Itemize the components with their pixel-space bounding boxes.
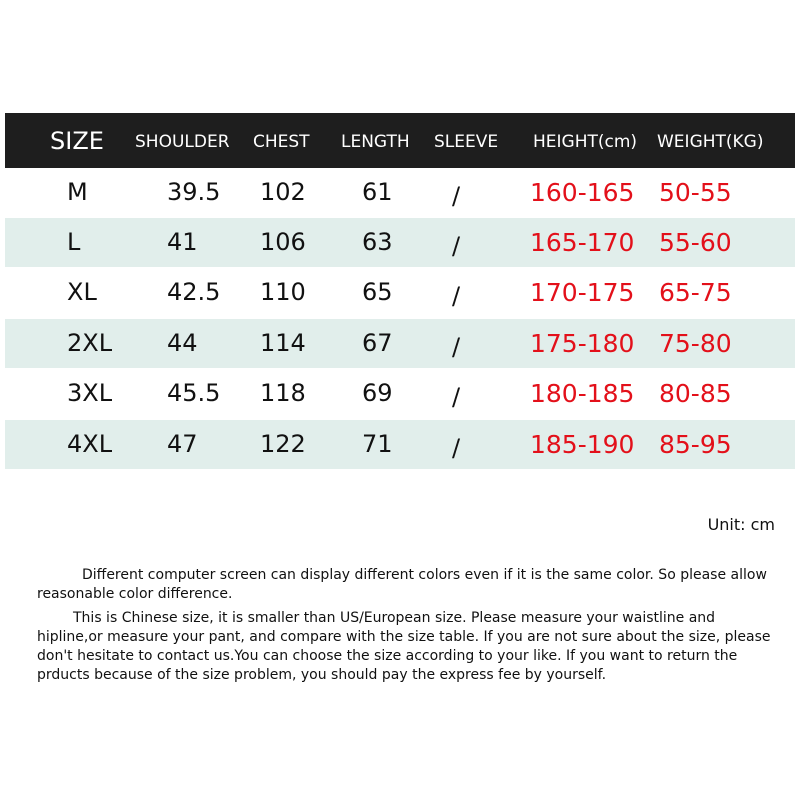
cell-weight: 75-80 bbox=[659, 329, 732, 358]
cell-sleeve: / bbox=[452, 282, 461, 310]
cell-sleeve: / bbox=[452, 383, 461, 411]
cell-size: XL bbox=[67, 278, 97, 306]
cell-length: 71 bbox=[362, 430, 393, 458]
cell-shoulder: 42.5 bbox=[167, 278, 221, 306]
cell-chest: 114 bbox=[260, 329, 306, 357]
cell-shoulder: 44 bbox=[167, 329, 198, 357]
cell-weight: 50-55 bbox=[659, 178, 732, 207]
cell-height: 175-180 bbox=[530, 329, 635, 358]
cell-weight: 55-60 bbox=[659, 228, 732, 257]
cell-weight: 65-75 bbox=[659, 278, 732, 307]
table-row bbox=[5, 168, 795, 217]
cell-chest: 102 bbox=[260, 178, 306, 206]
table-row bbox=[5, 420, 795, 469]
cell-sleeve: / bbox=[452, 333, 461, 361]
table-row bbox=[5, 268, 795, 317]
header-shoulder: SHOULDER bbox=[135, 132, 230, 152]
cell-size: L bbox=[67, 228, 81, 256]
color-disclaimer: Different computer screen can display different colors even if it is the same color. So please allow reasonable color difference. bbox=[37, 567, 767, 602]
header-weight: WEIGHT(KG) bbox=[657, 132, 764, 152]
cell-height: 170-175 bbox=[530, 278, 635, 307]
cell-length: 61 bbox=[362, 178, 393, 206]
unit-note: Unit: cm bbox=[707, 515, 775, 534]
cell-length: 65 bbox=[362, 278, 393, 306]
cell-chest: 106 bbox=[260, 228, 306, 256]
cell-shoulder: 41 bbox=[167, 228, 198, 256]
size-disclaimer: This is Chinese size, it is smaller than US/European size. Please measure your waistline and hipline,or measure your pant, and compare with the size table. If you are not sure about the size, please don't hesitate to contact us.You can choose the size according to your like. If you want to return the prducts because of the size problem, you should pay the express fee by yourself. bbox=[37, 610, 771, 683]
header-chest: CHEST bbox=[253, 132, 310, 152]
cell-chest: 122 bbox=[260, 430, 306, 458]
cell-sleeve: / bbox=[452, 182, 461, 210]
header-length: LENGTH bbox=[341, 132, 410, 152]
cell-height: 185-190 bbox=[530, 430, 635, 459]
cell-weight: 85-95 bbox=[659, 430, 732, 459]
table-row bbox=[5, 218, 795, 267]
table-row bbox=[5, 369, 795, 418]
table-row bbox=[5, 319, 795, 368]
cell-length: 69 bbox=[362, 379, 393, 407]
cell-shoulder: 45.5 bbox=[167, 379, 221, 407]
cell-height: 160-165 bbox=[530, 178, 635, 207]
cell-size: 4XL bbox=[67, 430, 113, 458]
header-size: SIZE bbox=[50, 127, 104, 155]
cell-chest: 118 bbox=[260, 379, 306, 407]
cell-shoulder: 47 bbox=[167, 430, 198, 458]
cell-chest: 110 bbox=[260, 278, 306, 306]
cell-height: 180-185 bbox=[530, 379, 635, 408]
cell-size: 3XL bbox=[67, 379, 113, 407]
cell-size: 2XL bbox=[67, 329, 113, 357]
cell-weight: 80-85 bbox=[659, 379, 732, 408]
cell-sleeve: / bbox=[452, 232, 461, 260]
cell-sleeve: / bbox=[452, 434, 461, 462]
header-height: HEIGHT(cm) bbox=[533, 132, 638, 152]
notes bbox=[37, 566, 782, 685]
table-header-row bbox=[5, 113, 795, 168]
cell-size: M bbox=[67, 178, 88, 206]
cell-length: 67 bbox=[362, 329, 393, 357]
cell-height: 165-170 bbox=[530, 228, 635, 257]
cell-length: 63 bbox=[362, 228, 393, 256]
cell-shoulder: 39.5 bbox=[167, 178, 221, 206]
header-sleeve: SLEEVE bbox=[434, 132, 499, 152]
